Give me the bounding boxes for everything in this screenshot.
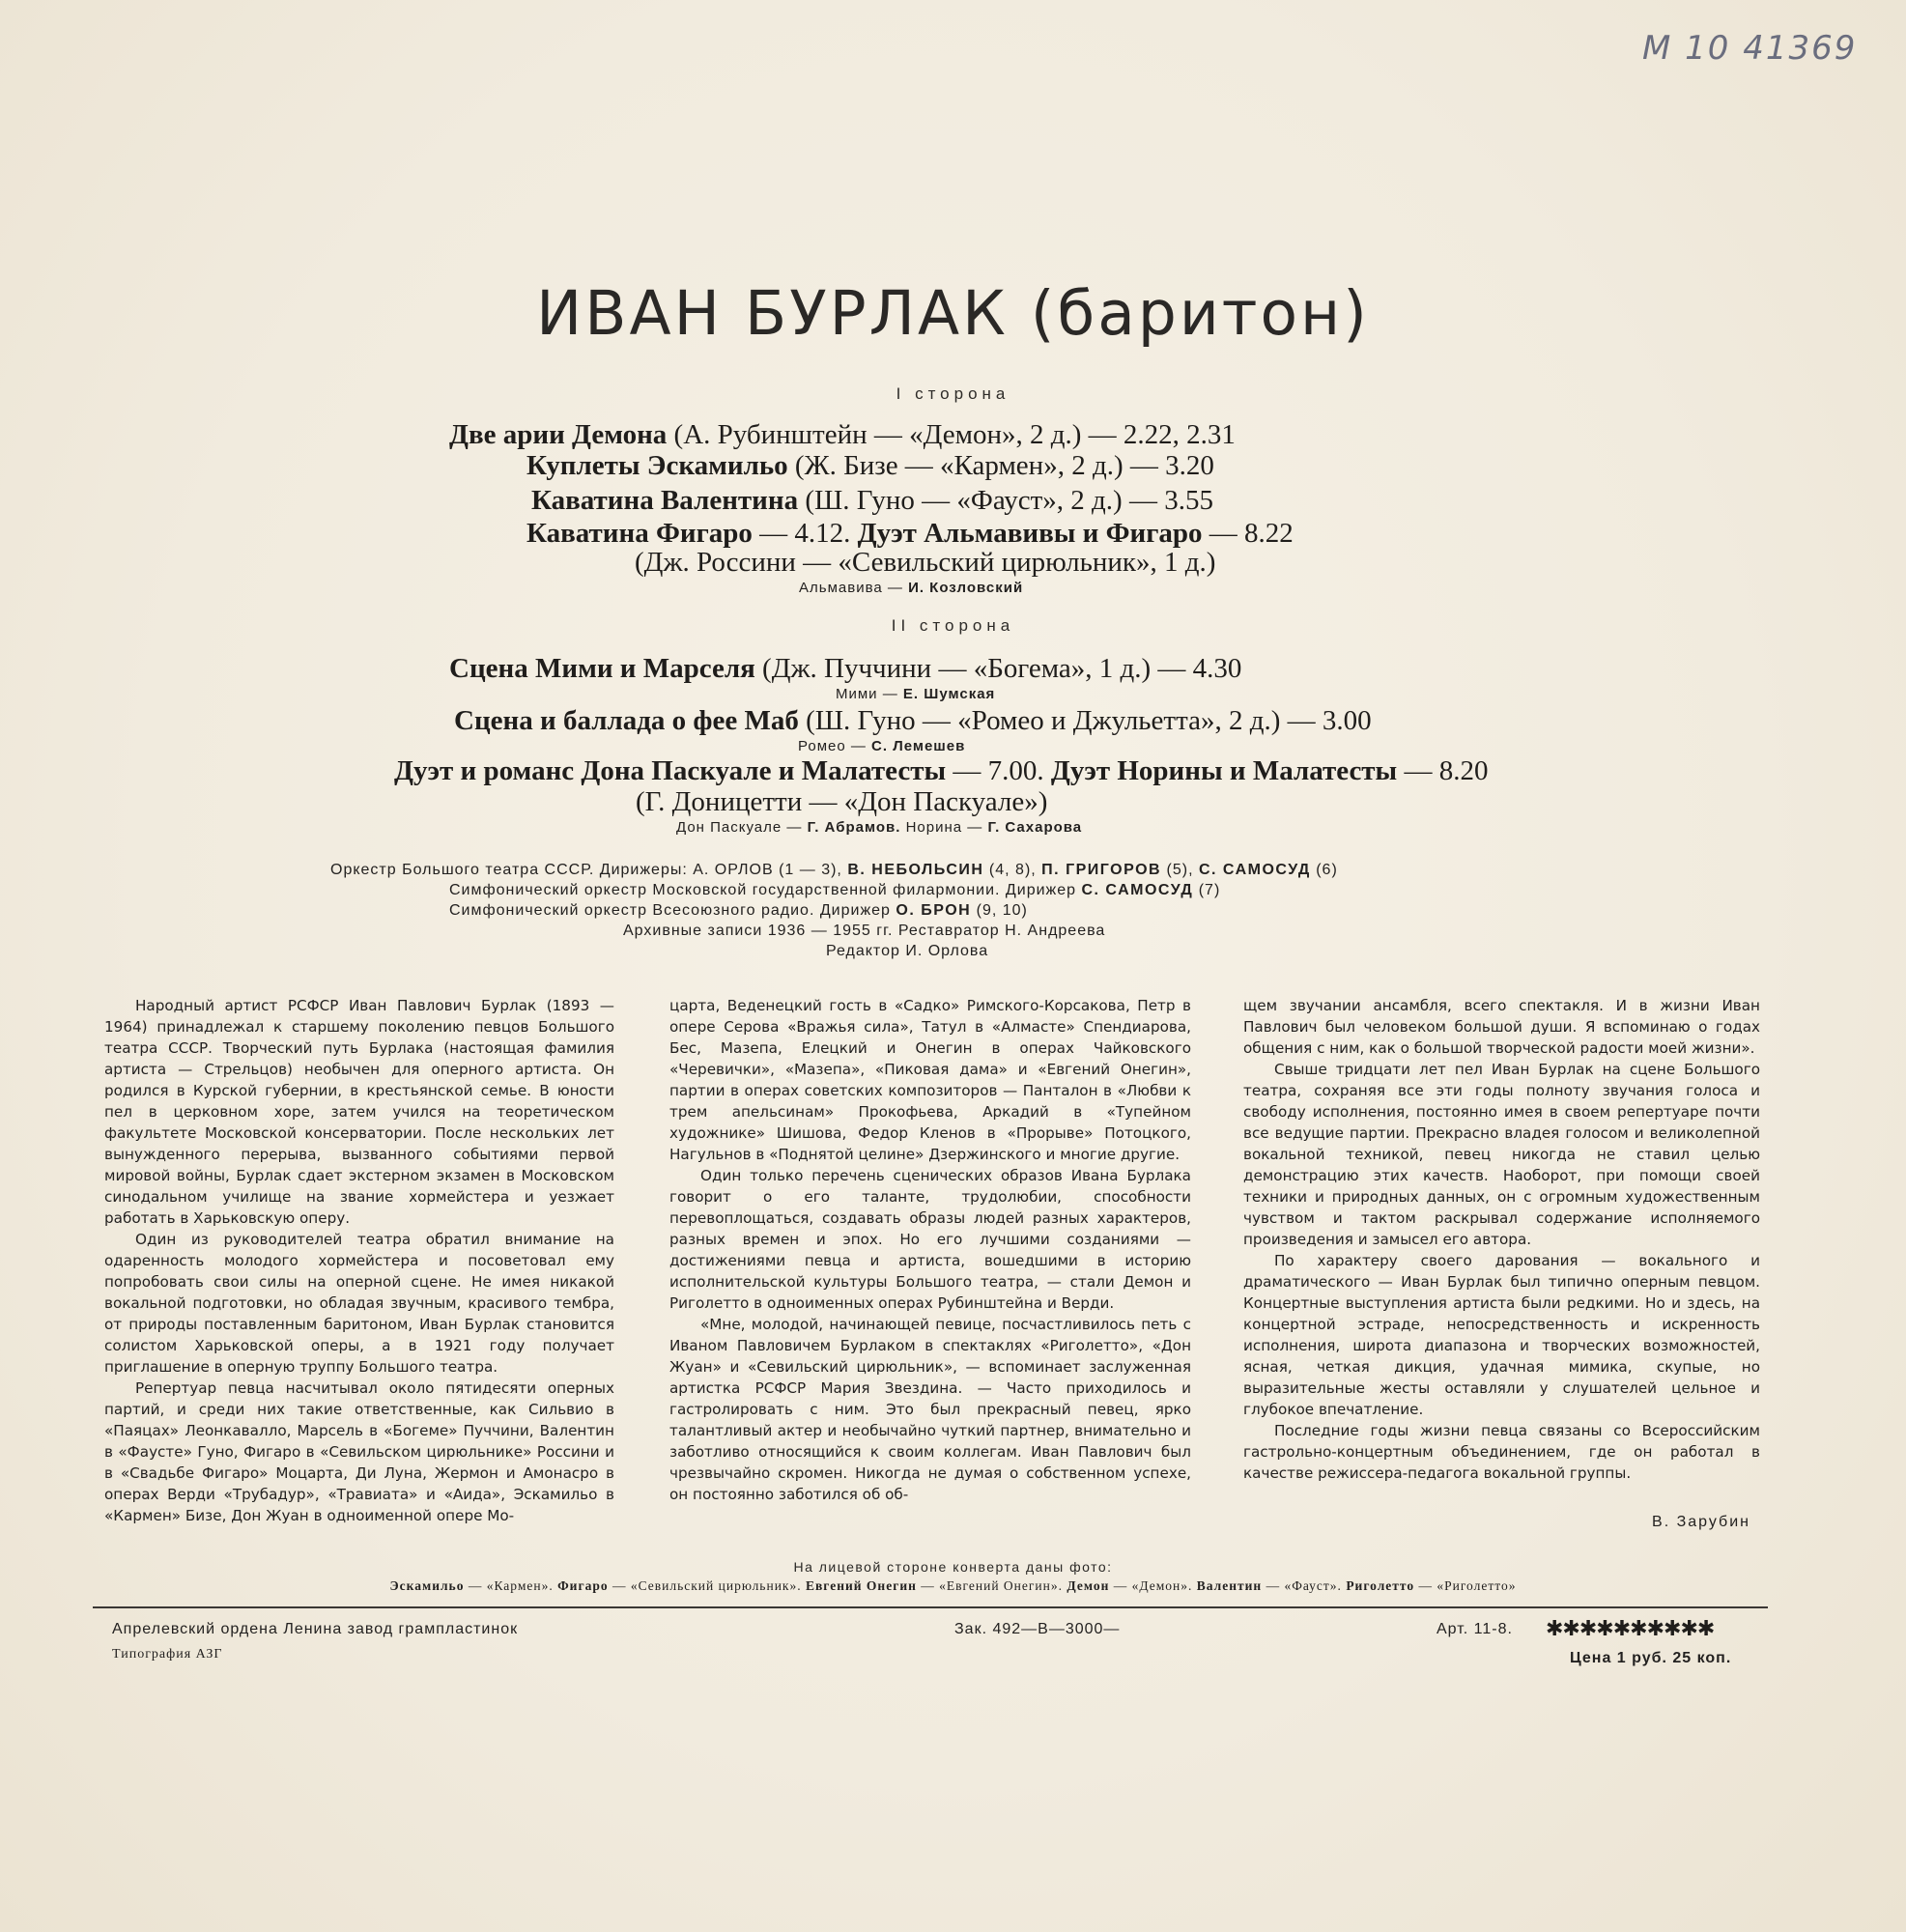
track-info: — 7.00. (946, 755, 1051, 786)
role-name: Евгений Онегин (805, 1578, 917, 1593)
order-number: Зак. 492—В—3000— (954, 1621, 1121, 1637)
opera-name: — «Риголетто» (1414, 1578, 1517, 1593)
conductor-name: С. САМОСУД (1081, 882, 1194, 898)
opera-name: — «Фауст». (1262, 1578, 1347, 1593)
role-name: Эскамильо (389, 1578, 465, 1593)
credit-text: (7) (1193, 882, 1221, 898)
track-composer-line: (Дж. Россини — «Севильский цирюльник», 1 д.) (635, 547, 1216, 578)
star-row-decoration: ✱✱✱✱✱✱✱✱✱✱ (1546, 1617, 1715, 1641)
track-title: Сцена Мими и Марселя (449, 653, 755, 684)
credit-text: (9, 10) (971, 902, 1028, 919)
cast-singer: Е. Шумская (902, 686, 996, 702)
conductor-name: В. НЕБОЛЬСИН (847, 862, 984, 878)
cast-line (836, 686, 995, 702)
role-name: Валентин (1196, 1578, 1263, 1593)
paragraph: «Мне, молодой, начинающей певице, посчастливилось петь с Иваном Павловичем Бурлаком в спектаклях «Риголетто», «Дон Жуан» и «Севильский цирюльник», — вспоминает заслуженная артистка РСФСР Мария Звездина. — Часто приходилось и гастролировать с ним. Это был прекрасный певец, ярко талантливый актер и необычайно чуткий партнер, внимательно и заботливо относящийся к своим коллегам. Иван Павлович был чрезвычайно скромен. Никогда не думая о собственном успехе, он постоянно заботился об об- (669, 1316, 1191, 1503)
track-list-item (526, 450, 1214, 482)
cast-role: Дон Паскуале — (676, 819, 808, 836)
track-title: Дуэт Норины и Малатесты (1050, 755, 1398, 786)
paragraph: Репертуар певца насчитывал около пятидесяти оперных партий, и среди них такие ответственные, как Сильвио в «Паяцах» Леонкавалло, Марсель в «Богеме» Пуччини, Валентин в «Фаусте» Гуно, Фигаро в «Севильском цирюльнике» Россини и в «Свадьбе Фигаро» Моцарта, Ди Луна, Жермон и Амонасро в операх Верди «Трубадур», «Травиата» и «Аида», Эскамильо в «Кармен» Бизе, Дон Жуан в одноименной опере Мо- (104, 1379, 614, 1524)
track-list-item (394, 755, 1488, 787)
opera-name: — «Евгений Онегин». (916, 1578, 1067, 1593)
cast-role: Альмавива — (799, 580, 909, 596)
cover-photos-heading: На лицевой стороне конверта даны фото: (793, 1559, 1113, 1575)
opera-name: — «Демон». (1109, 1578, 1197, 1593)
track-info: (А. Рубинштейн — «Демон», 2 д.) — 2.22, 2.31 (667, 419, 1236, 450)
credit-text: Симфонический оркестр Московской государственной филармонии. Дирижер (449, 882, 1082, 898)
paragraph: царта, Веденецкий гость в «Садко» Римского-Корсакова, Петр в опере Серова «Вражья сила», Татул в «Алмасте» Спендиарова, Бес, Мазепа, Елецкий и Онегин в операх Чайковского «Черевички», «Мазепа», «Пиковая дама» и «Евгений Онегин», партии в операх советских композиторов — Панталон в «Любви к трем апельсинам» Прокофьева, Аркадий в «Тупейном художнике» Шишова, Федор Кленов в «Прорыве» Потоцкого, Нагульнов в «Поднятой целине» Дзержинского и многие другие. (669, 997, 1191, 1163)
track-list-item (531, 485, 1213, 517)
track-title: Куплеты Эскамильо (526, 450, 788, 481)
paragraph: Последние годы жизни певца связаны со Всероссийским гастрольно-концертным объединением, где он работал в качестве режиссера-педагога вокальной группы. (1243, 1422, 1760, 1482)
track-list-item (526, 518, 1294, 550)
cast-singer: Г. Сахарова (987, 819, 1083, 836)
track-list-item (449, 653, 1241, 685)
paragraph: Один только перечень сценических образов Ивана Бурлака говорит о его таланте, трудолюбии, способности перевоплощаться, создавать образы людей разных характеров, разных времен и эпох. Но его лучшими созданиями — достижениями певца и артиста, вошедшими в историю исполнительской культуры Большого театра, — стали Демон и Риголетто в одноименных операх Рубинштейна и Верди. (669, 1167, 1191, 1312)
track-title: Сцена и баллада о фее Маб (454, 705, 799, 736)
notes-author: В. Зарубин (1652, 1514, 1750, 1530)
liner-notes-column-1 (104, 995, 614, 1526)
cast-line (798, 738, 965, 754)
liner-notes-column-3 (1243, 995, 1760, 1484)
price: Цена 1 руб. 25 коп. (1570, 1650, 1732, 1666)
role-name: Фигаро (557, 1578, 609, 1593)
cast-singer: С. Лемешев (871, 738, 966, 754)
credit-line (449, 882, 1220, 899)
role-name: Риголетто (1346, 1578, 1415, 1593)
cast-role: Мими — (836, 686, 903, 702)
credit-text: Оркестр Большого театра СССР. Дирижеры: А. ОРЛОВ (1 — 3), (330, 862, 848, 878)
track-title: Две арии Демона (449, 419, 668, 450)
credit-text: (6) (1310, 862, 1338, 878)
credit-text: (5), (1161, 862, 1199, 878)
conductor-name: П. ГРИГОРОВ (1041, 862, 1162, 878)
cover-photos-list (0, 1578, 1906, 1594)
cast-role: Ромео — (798, 738, 872, 754)
credit-text: (4, 8), (983, 862, 1042, 878)
liner-notes-column-2 (669, 995, 1191, 1505)
printer: Типография АЗГ (112, 1647, 223, 1662)
track-info: — 8.20 (1397, 755, 1489, 786)
cast-singer: И. Козловский (908, 580, 1024, 596)
track-info: — 8.22 (1202, 518, 1294, 549)
paragraph: Свыше тридцати лет пел Иван Бурлак на сцене Большого театра, сохраняя все эти годы полноту звучания голоса и свободу исполнения, постоянно имея в своем репертуаре почти все ведущие партии. Прекрасно владея голосом и великолепной вокальной техникой, певец никогда не ставил целью демонстрацию этих качеств. Наоборот, при помощи своей техники и природных данных, он с огромным художественным чувством и тактом раскрывал содержание исполняемого произведения и замысел его автора. (1243, 1061, 1760, 1248)
track-composer-line: (Г. Доницетти — «Дон Паскуале») (636, 786, 1048, 817)
credit-text: Симфонический оркестр Всесоюзного радио. Дирижер (449, 902, 896, 919)
restoration-credit: Архивные записи 1936 — 1955 гг. Реставратор Н. Андреева (623, 923, 1106, 939)
handwritten-catalog-number: M 10 41369 (1642, 29, 1858, 68)
credit-line (330, 862, 1338, 879)
role-name: Демон (1067, 1578, 1110, 1593)
conductor-name: О. БРОН (896, 902, 972, 919)
manufacturer: Апрелевский ордена Ленина завод грампластинок (112, 1621, 519, 1637)
track-info: (Ш. Гуно — «Ромео и Джульетта», 2 д.) — 3.00 (798, 705, 1372, 736)
track-title: Каватина Валентина (531, 485, 799, 516)
cast-singer: Г. Абрамов. (807, 819, 901, 836)
editor-credit: Редактор И. Орлова (826, 943, 989, 959)
track-info: (Ж. Бизе — «Кармен», 2 д.) — 3.20 (787, 450, 1214, 481)
side-1-heading: I сторона (896, 384, 1010, 403)
cast-line (799, 580, 1023, 596)
side-2-heading: II сторона (891, 616, 1015, 635)
track-title: Каватина Фигаро (526, 518, 753, 549)
track-list-item (449, 419, 1236, 451)
footer-divider (93, 1606, 1768, 1608)
paragraph: По характеру своего дарования — вокального и драматического — Иван Бурлак был типично оперным певцом. Концертные выступления артиста были редкими. Но и здесь, на концертной эстраде, непосредственность и искренность исполнения, широта диапазона и творческих возможностей, ясная, четкая дикция, удачная мимика, скупые, но выразительные жесты оставляли у слушателей цельное и глубокое впечатление. (1243, 1252, 1760, 1418)
album-title: ИВАН БУРЛАК (баритон) (536, 278, 1370, 349)
paragraph: Один из руководителей театра обратил внимание на одаренность молодого хормейстера и посоветовал ему попробовать свои силы на оперной сцене. Не имея никакой вокальной подготовки, но обладая звучным, красивого тембра, от природы поставленным баритоном, Иван Бурлак становится солистом Харьковской оперы, а в 1921 году получает приглашение в оперную труппу Большого театра. (104, 1231, 614, 1376)
article-number: Арт. 11-8. (1437, 1621, 1513, 1637)
opera-name: — «Севильский цирюльник». (608, 1578, 806, 1593)
paragraph: Народный артист РСФСР Иван Павлович Бурлак (1893 — 1964) принадлежал к старшему поколению певцов Большого театра СССР. Творческий путь Бурлака (настоящая фамилия артиста — Стрельцов) необычен для оперного артиста. Он родился в Курской губернии, в крестьянской семье. В юности пел в церковном хоре, затем учился на теоретическом факультете Московской консерватории. После нескольких лет вынужденного перерыва, вызванного событиями первой мировой войны, Бурлак сдает экстерном экзамен в Московском синодальном училище на звание хормейстера и уезжает работать в Харьковскую оперу. (104, 997, 614, 1227)
track-list-item (454, 705, 1372, 737)
opera-name: — «Кармен». (464, 1578, 558, 1593)
cast-line (676, 819, 1082, 836)
track-info: (Ш. Гуно — «Фауст», 2 д.) — 3.55 (798, 485, 1213, 516)
track-info: (Дж. Пуччини — «Богема», 1 д.) — 4.30 (754, 653, 1242, 684)
track-title: Дуэт Альмавивы и Фигаро (857, 518, 1203, 549)
conductor-name: С. САМОСУД (1198, 862, 1311, 878)
cast-role: Норина — (900, 819, 988, 836)
paragraph: щем звучании ансамбля, всего спектакля. И в жизни Иван Павлович был человеком большой души. Я вспоминаю о годах общения с ним, как о большой творческой радости моей жизни». (1243, 997, 1760, 1057)
credit-line (449, 902, 1028, 920)
track-info: — 4.12. (752, 518, 858, 549)
track-title: Дуэт и романс Дона Паскуале и Малатесты (394, 755, 947, 786)
